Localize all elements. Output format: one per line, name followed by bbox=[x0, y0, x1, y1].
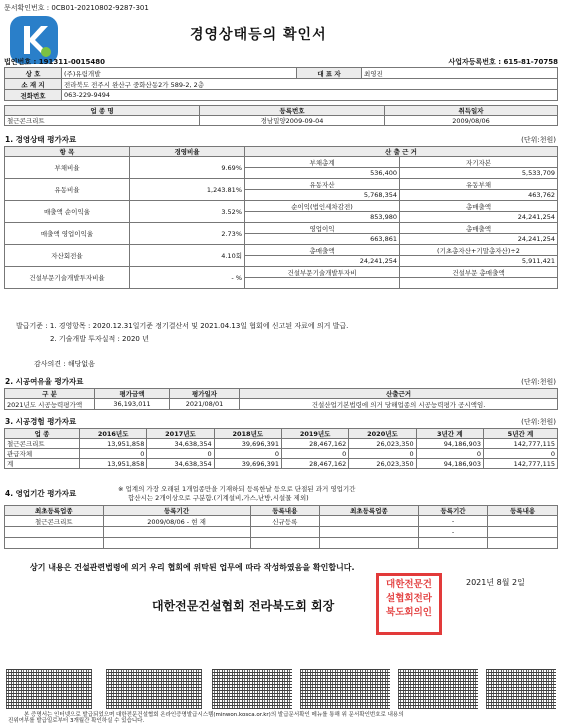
table-cell: 94,186,903 bbox=[416, 459, 483, 469]
period-header: 등록내용 bbox=[250, 506, 320, 516]
period-header: 등록기간 bbox=[418, 506, 488, 516]
basis-value-2: 463,762 bbox=[400, 190, 558, 201]
period-cell: - bbox=[418, 516, 488, 527]
table-cell: 34,638,354 bbox=[147, 459, 214, 469]
basis-label-1: 유동자산 bbox=[245, 179, 400, 190]
section-2-unit: (단위:천원) bbox=[521, 378, 556, 386]
experience-header: 2019년도 bbox=[281, 429, 348, 439]
footer-line-1: 본 증명서는 인터넷으로 발급되었으며 대한전문건설협회 온라인증명발급시스템(minwon.kosca.or.kr)의 발급문서확인 메뉴를 통해 위 문서확인번호로 내용의 bbox=[24, 712, 404, 718]
reg-no: 경남밀양2009-09-04 bbox=[200, 116, 385, 126]
table-cell: 관급자체 bbox=[5, 449, 80, 459]
table-cell: 0 bbox=[281, 449, 348, 459]
barcode-5 bbox=[398, 669, 478, 709]
section-3-title: 3. 시공경험 평가자료 bbox=[5, 417, 77, 426]
table-row bbox=[5, 439, 558, 449]
financial-item: 유동비율 bbox=[5, 179, 130, 201]
financial-item: 자산회전율 bbox=[5, 245, 130, 267]
basis-header: 산 출 근 거 bbox=[245, 147, 558, 157]
experience-header: 2016년도 bbox=[80, 429, 147, 439]
basis-label-2: 유동부채 bbox=[400, 179, 558, 190]
financial-item: 건설부문기술개발투자비율 bbox=[5, 267, 130, 289]
sec2-category: 2021년도 시공능력평가액 bbox=[5, 399, 95, 410]
sec2-amount: 36,193,011 bbox=[95, 399, 170, 410]
table-cell: 0 bbox=[483, 449, 557, 459]
sec2-h-basis: 산출근거 bbox=[240, 389, 558, 399]
barcode-2 bbox=[106, 669, 202, 709]
period-header: 최초등록업종 bbox=[5, 506, 104, 516]
table-cell: 0 bbox=[214, 449, 281, 459]
period-cell: 2009/08/06 - 현 재 bbox=[103, 516, 250, 527]
period-header: 등록내용 bbox=[488, 506, 558, 516]
financial-table bbox=[4, 146, 558, 289]
section-1-unit: (단위:천원) bbox=[521, 136, 556, 144]
issue-basis-note: 발급기준 : 1. 경영항목 : 2020.12.31일기준 정기결산서 및 2021.04.13일 협회에 신고된 자료에 의거 발급. bbox=[16, 322, 349, 330]
financial-ratio: 1,243.81% bbox=[130, 179, 245, 201]
table-cell: 39,696,391 bbox=[214, 459, 281, 469]
basis-value-1: 5,768,354 bbox=[245, 190, 400, 201]
period-cell: 철근콘크리트 bbox=[5, 516, 104, 527]
basis-label-2: 건설부문 총매출액 bbox=[400, 267, 558, 278]
period-cell: 신규등록 bbox=[250, 516, 320, 527]
table-cell: 94,186,903 bbox=[416, 439, 483, 449]
table-cell: 13,951,858 bbox=[80, 459, 147, 469]
financial-ratio: 9.69% bbox=[130, 157, 245, 179]
basis-label-2: 자기자본 bbox=[400, 157, 558, 168]
addr-label: 소 재 지 bbox=[5, 79, 62, 90]
table-cell: 26,023,350 bbox=[349, 439, 416, 449]
table-cell: 28,467,162 bbox=[281, 459, 348, 469]
company-info-table bbox=[4, 67, 558, 101]
confirmation-statement: 상기 내용은 건설관련법령에 의거 우리 협회에 위탁된 업무에 따라 작성하였음을 확인합니다. bbox=[30, 563, 355, 572]
table-cell: 0 bbox=[349, 449, 416, 459]
experience-header: 2018년도 bbox=[214, 429, 281, 439]
phone: 063-229-9494 bbox=[62, 90, 558, 101]
issuer-name: 대한전문건설협회 전라북도회 회장 bbox=[152, 599, 335, 613]
biz-number: 사업자등록번호 : 615-81-70758 bbox=[448, 58, 558, 66]
footer-line-2: 진위여부를 발급일로부터 3개월간 확인하실 수 있습니다. bbox=[8, 718, 145, 724]
basis-value-1: 24,241,254 bbox=[245, 256, 400, 267]
construction-capacity-table bbox=[4, 388, 558, 410]
business-period-table: 최초등록업종 등록기간 등록내용 최초등록업종 등록기간 등록내용 철근콘크리트 2009/08/06 - 현 재 신규등록 - - bbox=[4, 505, 558, 549]
basis-value-1: 536,400 bbox=[245, 168, 400, 179]
sec2-h-category: 구 분 bbox=[5, 389, 95, 399]
financial-item: 부채비율 bbox=[5, 157, 130, 179]
basis-value-1 bbox=[245, 278, 400, 289]
industry-name: 철근콘크리트 bbox=[5, 116, 200, 126]
section-4-title: 4. 영업기간 평가자료 bbox=[5, 489, 77, 498]
sec2-h-amount: 평가금액 bbox=[95, 389, 170, 399]
experience-header: 업 종 bbox=[5, 429, 80, 439]
experience-header: 3년간 계 bbox=[416, 429, 483, 439]
financial-item: 매출액 순이익율 bbox=[5, 201, 130, 223]
basis-value-1: 853,980 bbox=[245, 212, 400, 223]
doc-confirm-number: 문서확인번호 : 0CB01-20210802-9287-301 bbox=[4, 4, 149, 12]
seal-line-2: 설협회전라 bbox=[386, 593, 432, 604]
section-4-note-2: 합산시는 2개이상으로 구분함.(기계설비,가스,난방,시설물 제외) bbox=[128, 494, 309, 502]
table-row bbox=[5, 449, 558, 459]
table-cell: 142,777,115 bbox=[483, 439, 557, 449]
barcode-6 bbox=[486, 669, 556, 709]
sec2-date: 2021/08/01 bbox=[170, 399, 240, 410]
financial-item: 매출액 영업이익율 bbox=[5, 223, 130, 245]
section-4-note-1: ※ 업계의 가장 오래된 1개업종만을 기재하되 등록한날 등으로 단절된 과거 영업기간 bbox=[118, 485, 356, 493]
sec2-h-date: 평가일자 bbox=[170, 389, 240, 399]
table-cell: 철근콘크리트 bbox=[5, 439, 80, 449]
page-title: 경영상태등의 확인서 bbox=[190, 27, 327, 43]
industry-table bbox=[4, 105, 558, 126]
construction-experience-table bbox=[4, 428, 558, 469]
experience-header: 5년간 계 bbox=[483, 429, 557, 439]
financial-ratio: - % bbox=[130, 267, 245, 289]
table-cell: 0 bbox=[80, 449, 147, 459]
company-name: (주)유림개발 bbox=[62, 68, 297, 79]
basis-label-1: 건설부문기술개발투자비 bbox=[245, 267, 400, 278]
experience-header: 2017년도 bbox=[147, 429, 214, 439]
name-label: 상 호 bbox=[5, 68, 62, 79]
basis-label-1: 순이익(법인세차감전) bbox=[245, 201, 400, 212]
industry-header: 업 종 명 bbox=[5, 106, 200, 116]
section-1-title: 1. 경영상태 평가자료 bbox=[5, 135, 77, 144]
barcode-1 bbox=[6, 669, 92, 709]
barcode-4 bbox=[300, 669, 390, 709]
tech-invest-note: 2. 기술개발 투자실적 : 2020 년 bbox=[50, 335, 149, 343]
table-cell: 39,696,391 bbox=[214, 439, 281, 449]
basis-value-2: 5,533,709 bbox=[400, 168, 558, 179]
basis-label-1: 부채총계 bbox=[245, 157, 400, 168]
experience-header: 2020년도 bbox=[349, 429, 416, 439]
basis-label-2: (기초총자산+기말총자산)÷2 bbox=[400, 245, 558, 256]
audit-opinion: 감사의견 : 해당없음 bbox=[34, 360, 95, 368]
basis-value-2: 24,241,254 bbox=[400, 234, 558, 245]
sec2-basis: 건설산업기본법령에 의거 당해업종의 시공능력평가 공시액임. bbox=[240, 399, 558, 410]
financial-ratio: 3.52% bbox=[130, 201, 245, 223]
table-row bbox=[5, 459, 558, 469]
basis-value-2: 24,241,254 bbox=[400, 212, 558, 223]
official-seal bbox=[376, 573, 442, 635]
section-2-title: 2. 시공여유율 평가자료 bbox=[5, 377, 84, 386]
seal-line-1: 대한전문건 bbox=[386, 579, 432, 590]
table-cell: 계 bbox=[5, 459, 80, 469]
financial-ratio: 2.73% bbox=[130, 223, 245, 245]
issue-date: 2021년 8월 2일 bbox=[466, 578, 525, 587]
table-cell: 26,023,350 bbox=[349, 459, 416, 469]
period-cell bbox=[320, 516, 419, 527]
table-cell: 0 bbox=[416, 449, 483, 459]
table-cell: 28,467,162 bbox=[281, 439, 348, 449]
basis-label-1: 영업이익 bbox=[245, 223, 400, 234]
period-header: 등록기간 bbox=[103, 506, 250, 516]
seal-line-3: 북도회의인 bbox=[386, 607, 432, 618]
period-header: 최초등록업종 bbox=[320, 506, 419, 516]
basis-label-2: 총매출액 bbox=[400, 201, 558, 212]
table-cell: 13,951,858 bbox=[80, 439, 147, 449]
ratio-header: 경영비율 bbox=[130, 147, 245, 157]
basis-value-2: 5,911,421 bbox=[400, 256, 558, 267]
basis-label-1: 총매출액 bbox=[245, 245, 400, 256]
table-cell: 34,638,354 bbox=[147, 439, 214, 449]
basis-label-2: 총매출액 bbox=[400, 223, 558, 234]
acq-date-header: 취득일자 bbox=[385, 106, 558, 116]
rep-label: 대 표 자 bbox=[297, 68, 362, 79]
table-cell: 142,777,115 bbox=[483, 459, 557, 469]
period-cell bbox=[488, 516, 558, 527]
corp-number: 법인번호 : 191311-0015480 bbox=[4, 58, 105, 66]
barcode-3 bbox=[212, 669, 292, 709]
address: 전라북도 전주시 완산구 중화산동2가 589-2, 2층 bbox=[62, 79, 558, 90]
basis-value-2 bbox=[400, 278, 558, 289]
rep-name: 최영진 bbox=[362, 68, 558, 79]
phone-label: 전화번호 bbox=[5, 90, 62, 101]
section-3-unit: (단위:천원) bbox=[521, 418, 556, 426]
reg-no-header: 등록번호 bbox=[200, 106, 385, 116]
acq-date: 2009/08/06 bbox=[385, 116, 558, 126]
table-cell: 0 bbox=[147, 449, 214, 459]
item-header: 항 목 bbox=[5, 147, 130, 157]
financial-ratio: 4.10회 bbox=[130, 245, 245, 267]
basis-value-1: 663,861 bbox=[245, 234, 400, 245]
